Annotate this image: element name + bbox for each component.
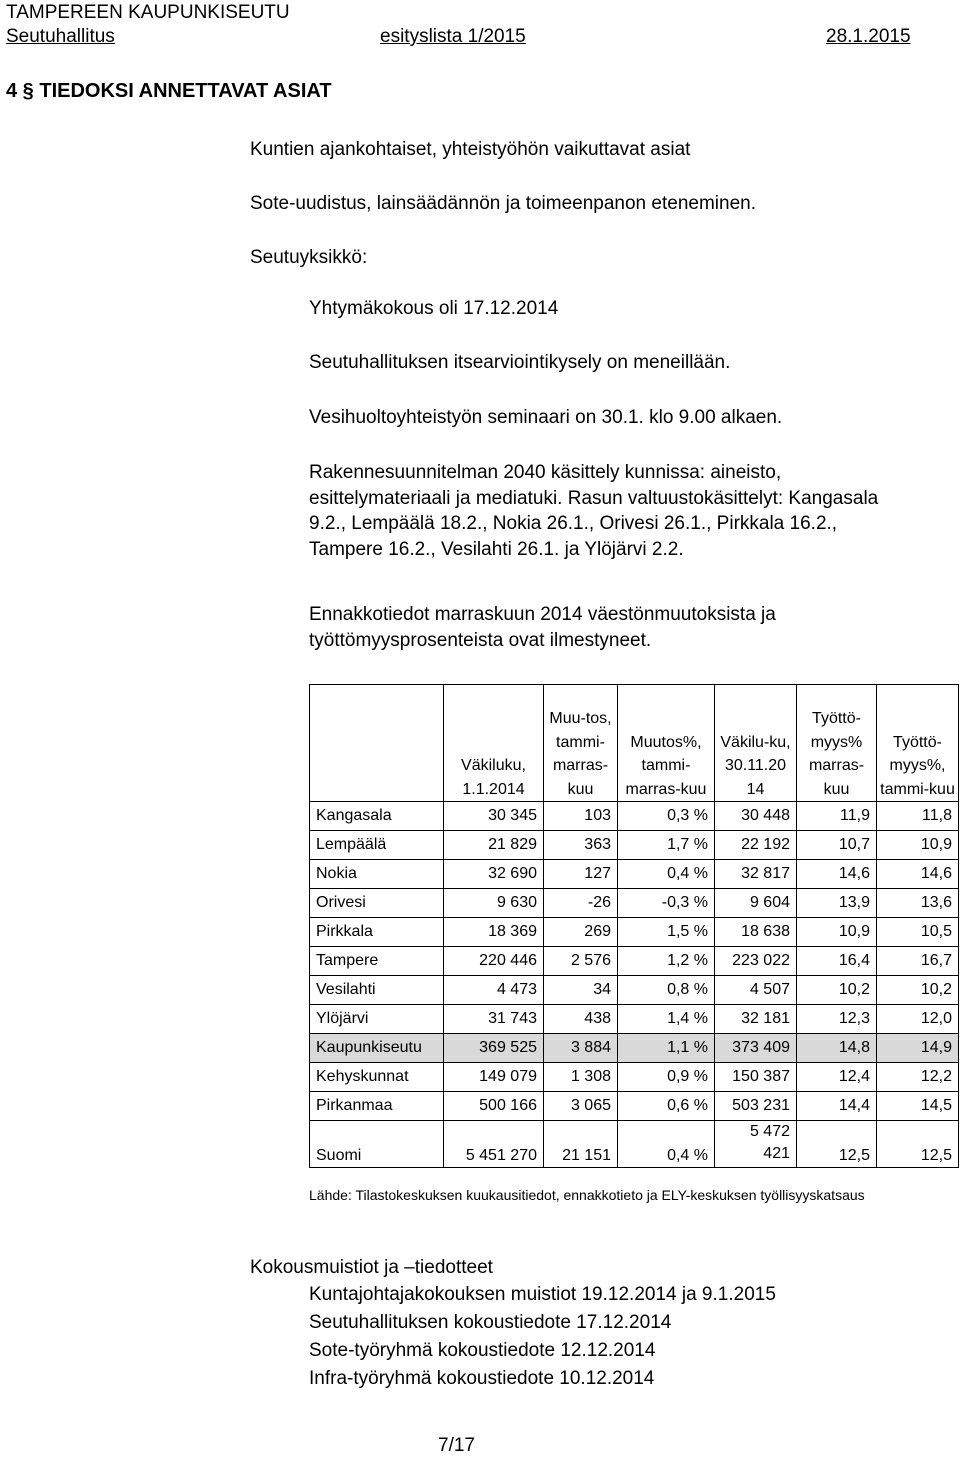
table-cell-line: 5 472: [749, 1123, 790, 1140]
table-cell-municipality: Kaupunkiseutu: [310, 1034, 444, 1063]
table-cell: 14,5: [877, 1092, 959, 1121]
table-cell: 32 817: [715, 860, 797, 889]
table-source: Lähde: Tilastokeskuksen kuukausitiedot, ennakkotieto ja ELY-keskuksen työllisyyskatsaus: [309, 1187, 865, 1203]
table-header-population-end: Väkilu-ku, 30.11.20 14: [715, 685, 797, 802]
table-cell: 12,4: [797, 1063, 877, 1092]
table-cell: 11,8: [877, 802, 959, 831]
table-cell: 34: [544, 976, 618, 1005]
table-header-municipality: [310, 685, 444, 802]
table-cell: 12,5: [877, 1121, 959, 1168]
table-cell: 0,4 %: [618, 860, 715, 889]
table-row: [310, 802, 959, 831]
seutuyksikko-label: Seutuyksikkö:: [250, 247, 368, 268]
table-cell: 10,9: [877, 831, 959, 860]
item-itsearviointi: Seutuhallituksen itsearviointikysely on meneillään.: [309, 352, 731, 373]
table-cell: 149 079: [444, 1063, 544, 1092]
table-cell: 0,9 %: [618, 1063, 715, 1092]
item-rakennesuunnitelma: Rakennesuunnitelman 2040 käsittely kunnissa: aineisto, esittelymateriaali ja mediatuki. Rasun valtuustokäsittelyt: Kangasala 9.2., Lempäälä 18.2., Nokia 26.1., Orivesi 26.1., Pirkkala 16.2., Tampere 16.2., Vesilahti 26.1. ja Ylöjärvi 2.2.: [309, 462, 879, 560]
section-heading: 4 § TIEDOKSI ANNETTAVAT ASIAT: [6, 80, 332, 102]
table-cell: 11,9: [797, 802, 877, 831]
header-org: TAMPEREEN KAUPUNKISEUTU: [6, 2, 290, 23]
table-cell: 31 743: [444, 1005, 544, 1034]
table-row: [310, 1092, 959, 1121]
table-cell: 503 231: [715, 1092, 797, 1121]
table-cell: 16,4: [797, 947, 877, 976]
population-table: [309, 684, 959, 1168]
table-cell-municipality: Pirkkala: [310, 918, 444, 947]
table-cell: 12,5: [797, 1121, 877, 1168]
table-row: [310, 1063, 959, 1092]
table-header-population-start: Väkiluku, 1.1.2014: [444, 685, 544, 802]
table-cell: 1,7 %: [618, 831, 715, 860]
table-cell: 18 638: [715, 918, 797, 947]
table-cell: 12,2: [877, 1063, 959, 1092]
table-row: [310, 831, 959, 860]
table-cell: [715, 1121, 797, 1168]
table-cell: 22 192: [715, 831, 797, 860]
header-agenda: esityslista 1/2015: [380, 26, 526, 47]
table-cell: 0,3 %: [618, 802, 715, 831]
table-cell: 150 387: [715, 1063, 797, 1092]
table-header-row: [310, 685, 959, 802]
page-number: 7/17: [438, 1435, 475, 1456]
table-cell: 438: [544, 1005, 618, 1034]
table-cell: 32 181: [715, 1005, 797, 1034]
table-header-unemployment-jan: Työttö-myys%, tammi-kuu: [877, 685, 959, 802]
table-cell-municipality: Kangasala: [310, 802, 444, 831]
table-cell: 0,4 %: [618, 1121, 715, 1168]
table-cell: 4 507: [715, 976, 797, 1005]
table-row: [310, 1121, 959, 1168]
table-cell: 269: [544, 918, 618, 947]
topic-line: Kuntien ajankohtaiset, yhteistyöhön vaikuttavat asiat: [250, 139, 691, 160]
table-cell: 1,2 %: [618, 947, 715, 976]
table-cell-municipality: Ylöjärvi: [310, 1005, 444, 1034]
table-cell: 21 829: [444, 831, 544, 860]
table-cell-line: 421: [763, 1145, 790, 1162]
table-cell-municipality: Orivesi: [310, 889, 444, 918]
table-cell-municipality: Kehyskunnat: [310, 1063, 444, 1092]
table-cell: 127: [544, 860, 618, 889]
table-cell: 4 473: [444, 976, 544, 1005]
table-row: [310, 947, 959, 976]
table-cell: 373 409: [715, 1034, 797, 1063]
table-cell: 1,4 %: [618, 1005, 715, 1034]
table-cell-municipality: Tampere: [310, 947, 444, 976]
header-date: 28.1.2015: [826, 26, 911, 47]
item-ennakkotiedot: Ennakkotiedot marraskuun 2014 väestönmuutoksista ja työttömyysprosenteista ovat ilmestyneet.: [309, 604, 776, 651]
table-cell: 1,5 %: [618, 918, 715, 947]
table-cell-municipality: Lempäälä: [310, 831, 444, 860]
table-cell: 12,3: [797, 1005, 877, 1034]
table-cell: 12,0: [877, 1005, 959, 1034]
table-cell-municipality: Nokia: [310, 860, 444, 889]
table-cell: 1 308: [544, 1063, 618, 1092]
table-row: [310, 976, 959, 1005]
table-cell: 2 576: [544, 947, 618, 976]
table-cell: 0,6 %: [618, 1092, 715, 1121]
table-row: [310, 889, 959, 918]
table-row: [310, 860, 959, 889]
table-cell: 10,9: [797, 918, 877, 947]
memo-item: Infra-työryhmä kokoustiedote 10.12.2014: [309, 1368, 655, 1389]
table-cell: -0,3 %: [618, 889, 715, 918]
table-row: [310, 918, 959, 947]
table-cell: 30 345: [444, 802, 544, 831]
table-header-change-percent: Muutos%, tammi-marras-kuu: [618, 685, 715, 802]
table-cell: 10,2: [877, 976, 959, 1005]
table-header-unemployment-nov: Työttö-myys% marras-kuu: [797, 685, 877, 802]
memos-heading: Kokousmuistiot ja –tiedotteet: [250, 1257, 493, 1278]
header-body: Seutuhallitus: [6, 26, 115, 47]
table-cell: 3 065: [544, 1092, 618, 1121]
table-cell: 0,8 %: [618, 976, 715, 1005]
table-cell: 363: [544, 831, 618, 860]
table-row: [310, 1005, 959, 1034]
table-header-change: Muu-tos, tammi-marras-kuu: [544, 685, 618, 802]
memo-item: Kuntajohtajakokouksen muistiot 19.12.2014 ja 9.1.2015: [309, 1284, 776, 1305]
table-cell: 14,6: [877, 860, 959, 889]
table-cell-municipality: Vesilahti: [310, 976, 444, 1005]
table-cell: -26: [544, 889, 618, 918]
table-cell: 5 451 270: [444, 1121, 544, 1168]
table-cell: 9 630: [444, 889, 544, 918]
item-vesihuolto: Vesihuoltoyhteistyön seminaari on 30.1. klo 9.00 alkaen.: [309, 407, 783, 428]
table-cell: 220 446: [444, 947, 544, 976]
table-cell: 14,4: [797, 1092, 877, 1121]
table-cell: 14,8: [797, 1034, 877, 1063]
table-cell: 223 022: [715, 947, 797, 976]
table-cell: 103: [544, 802, 618, 831]
table-cell: 30 448: [715, 802, 797, 831]
table-cell: 500 166: [444, 1092, 544, 1121]
table-row: [310, 1034, 959, 1063]
memo-item: Seutuhallituksen kokoustiedote 17.12.2014: [309, 1312, 672, 1333]
table-cell-municipality: Pirkanmaa: [310, 1092, 444, 1121]
table-cell: 13,9: [797, 889, 877, 918]
table-cell-municipality: Suomi: [310, 1121, 444, 1168]
table-cell: 9 604: [715, 889, 797, 918]
table-cell: 10,2: [797, 976, 877, 1005]
sote-line: Sote-uudistus, lainsäädännön ja toimeenpanon eteneminen.: [250, 193, 756, 214]
table-cell: 18 369: [444, 918, 544, 947]
table-cell: 32 690: [444, 860, 544, 889]
table-cell: 3 884: [544, 1034, 618, 1063]
table-cell: 10,7: [797, 831, 877, 860]
table-cell: 21 151: [544, 1121, 618, 1168]
memo-item: Sote-työryhmä kokoustiedote 12.12.2014: [309, 1340, 656, 1361]
table-cell: 1,1 %: [618, 1034, 715, 1063]
table-cell: 14,6: [797, 860, 877, 889]
table-cell: 14,9: [877, 1034, 959, 1063]
table-cell: 10,5: [877, 918, 959, 947]
table-cell: 16,7: [877, 947, 959, 976]
table-cell: 13,6: [877, 889, 959, 918]
item-yhtymakokous: Yhtymäkokous oli 17.12.2014: [309, 298, 559, 319]
table-cell: 369 525: [444, 1034, 544, 1063]
